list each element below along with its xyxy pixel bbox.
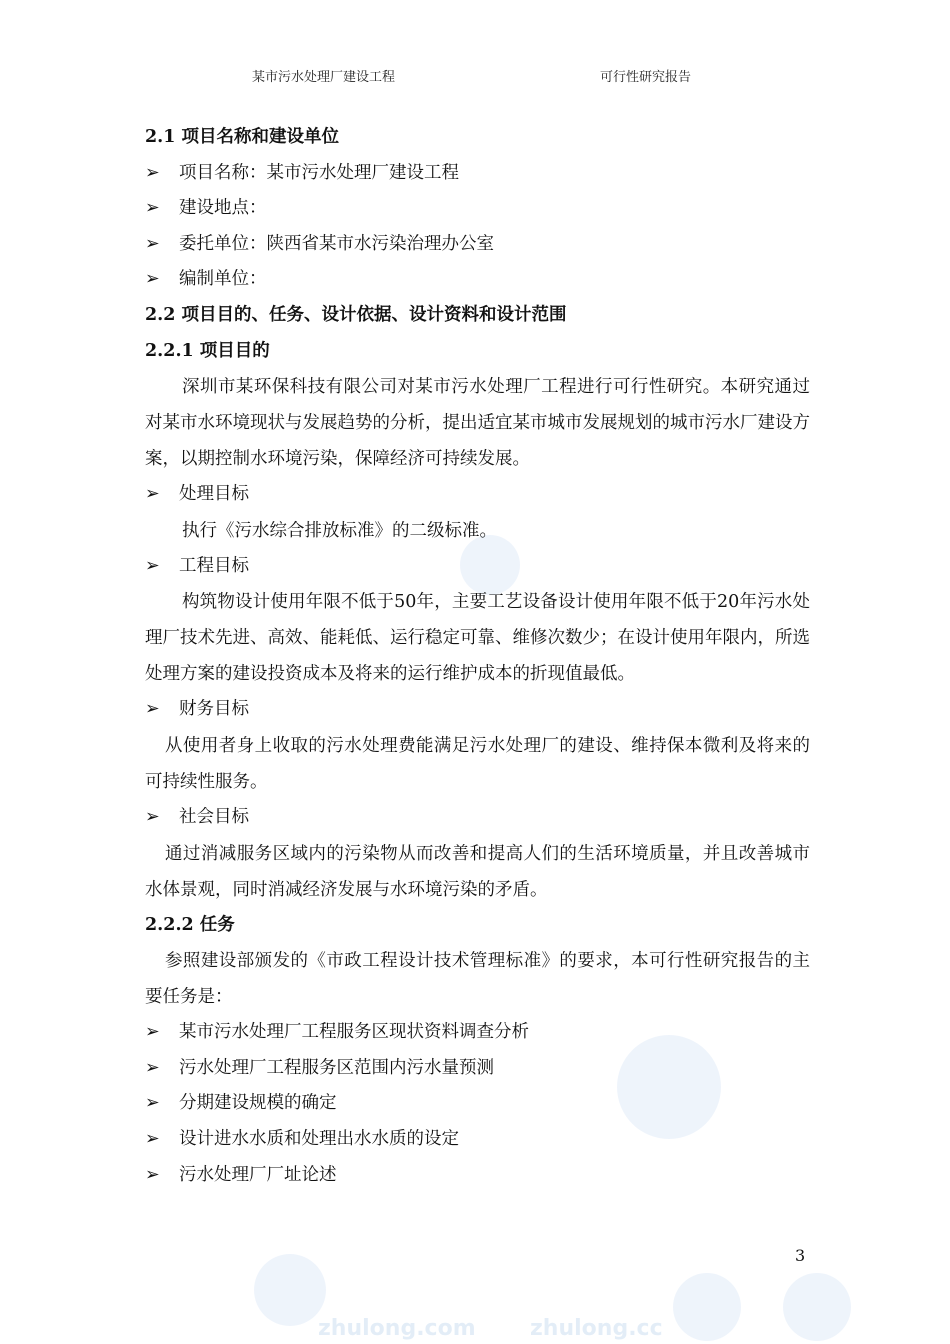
page-header [0, 66, 950, 86]
list-item-goal: ➢ 财务目标 [145, 692, 810, 728]
bullet-arrow-icon: ➢ [145, 162, 160, 183]
section-heading-2-2-2: 2.2.2 任务 [145, 914, 235, 935]
bullet-arrow-icon: ➢ [145, 806, 160, 827]
paragraph-project-purpose: 深圳市某环保科技有限公司对某市污水处理厂工程进行可行性研究。本研究通过对某市水环境现状与发展趋势的分析，提出适宜某市城市发展规划的城市污水厂建设方案，以期控制水环境污染，保障经济可持续发展。 [145, 377, 810, 470]
list-item-task: ➢ 分期建设规模的确定 [145, 1086, 810, 1122]
bullet-arrow-icon: ➢ [145, 198, 160, 219]
list-item: ➢ 建设地点： [145, 191, 810, 227]
section-heading-2-2-1: 2.2.1 项目目的 [145, 340, 270, 361]
document-body [145, 120, 810, 1193]
watermark-snowflake-icon [670, 1270, 745, 1344]
list-item-task: ➢ 设计进水水质和处理出水水质的设定 [145, 1122, 810, 1158]
list-item-task: ➢ 污水处理厂厂址论述 [145, 1158, 810, 1194]
bullet-arrow-icon: ➢ [145, 555, 160, 576]
list-item-goal: ➢ 处理目标 [145, 477, 810, 513]
list-item-task: ➢ 某市污水处理厂工程服务区现状资料调查分析 [145, 1015, 810, 1051]
list-item-goal: ➢ 工程目标 [145, 549, 810, 585]
paragraph-engineering-goal: 构筑物设计使用年限不低于50年，主要工艺设备设计使用年限不低于20年污水处理厂技术先进、高效、能耗低、运行稳定可靠、维修次数少；在设计使用年限内，所选处理方案的建设投资成本及将来的运行维护成本的折现值最低。 [145, 592, 810, 685]
list-item: ➢ 委托单位：陕西省某市水污染治理办公室 [145, 227, 810, 263]
paragraph-financial-goal: 从使用者身上收取的污水处理费能满足污水处理厂的建设、维持保本微利及将来的可持续性服务。 [145, 735, 810, 792]
bullet-arrow-icon: ➢ [145, 1093, 160, 1114]
paragraph-social-goal: 通过消减服务区域内的污染物从而改善和提高人们的生活环境质量，并且改善城市水体景观，同时消减经济发展与水环境污染的矛盾。 [145, 843, 810, 900]
list-item: ➢ 编制单位： [145, 262, 810, 298]
bullet-arrow-icon: ➢ [145, 1022, 160, 1043]
watermark-text: zhulong.com [318, 1316, 476, 1341]
header-report-type: 可行性研究报告 [600, 70, 692, 85]
header-project-title: 某市污水处理厂建设工程 [252, 70, 396, 85]
list-item-task: ➢ 污水处理厂工程服务区范围内污水量预测 [145, 1051, 810, 1087]
section-heading-2-1: 2.1 项目名称和建设单位 [145, 127, 340, 147]
watermark-text: zhulong.cc [530, 1316, 663, 1341]
bullet-arrow-icon: ➢ [145, 233, 160, 254]
paragraph-tasks-intro: 参照建设部颁发的《市政工程设计技术管理标准》的要求，本可行性研究报告的主要任务是： [145, 951, 810, 1008]
page-number: 3 [795, 1246, 806, 1265]
list-item: ➢ 项目名称：某市污水处理厂建设工程 [145, 156, 810, 192]
bullet-arrow-icon: ➢ [145, 1128, 160, 1149]
bullet-arrow-icon: ➢ [145, 269, 160, 290]
watermark-snowflake-icon [780, 1270, 855, 1344]
bullet-arrow-icon: ➢ [145, 484, 160, 505]
bullet-arrow-icon: ➢ [145, 699, 160, 720]
paragraph-treatment-goal: 执行《污水综合排放标准》的二级标准。 [182, 520, 497, 541]
bullet-arrow-icon: ➢ [145, 1164, 160, 1185]
section-heading-2-2: 2.2 项目目的、任务、设计依据、设计资料和设计范围 [145, 304, 567, 325]
bullet-arrow-icon: ➢ [145, 1057, 160, 1078]
list-item-goal: ➢ 社会目标 [145, 800, 810, 836]
